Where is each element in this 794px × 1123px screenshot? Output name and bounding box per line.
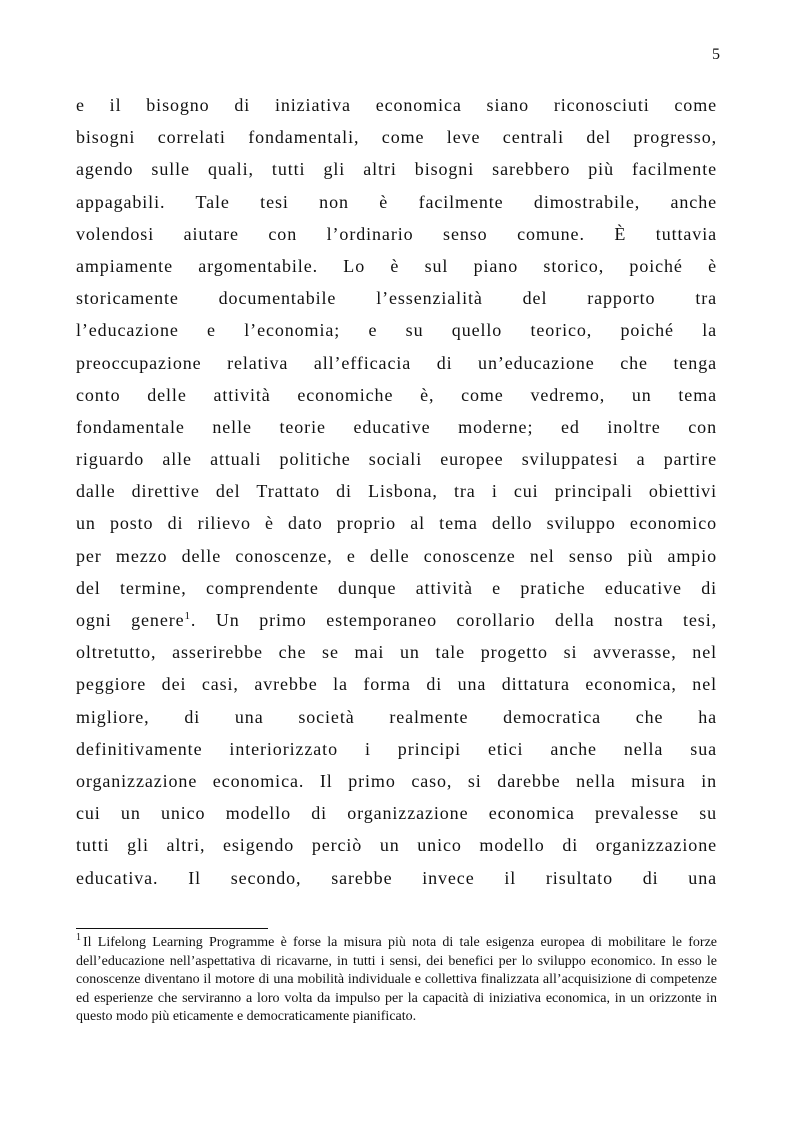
body-line: un posto di rilievo è dato proprio al tema dello sviluppo economico (76, 513, 717, 534)
body-line: conto delle attività economiche è, come vedremo, un tema (76, 384, 717, 405)
body-line-with-footnote-ref (76, 604, 717, 636)
page-number: 5 (712, 46, 720, 63)
body-line: ampiamente argomentabile. Lo è sul piano storico, poiché è (76, 255, 717, 276)
footnote (76, 934, 717, 1027)
body-line: agendo sulle quali, tutti gli altri bisogni sarebbero più facilmente (76, 159, 717, 180)
body-line: bisogni correlati fondamentali, come leve centrali del progresso, (76, 127, 717, 148)
body-line: storicamente documentabile l’essenzialità del rapporto tra (76, 288, 717, 309)
body-lines-group (76, 89, 717, 604)
footnote-separator (76, 928, 268, 929)
body-line: del termine, comprendente dunque attività e pratiche educative di (76, 577, 717, 598)
footnote-text: Il Lifelong Learning Programme è forse la misura più nota di tale esigenza europea di mobilitare le forze dell’educazione nell’aspettativa di ricavarne, in tutti i sensi, dei benefici per lo sviluppo economico. In esso le conoscenze diventano il motore di una mobilità individuale e collettiva finalizzata all’acquisizione di competenze ed esperienze che serviranno a loro volta da impulso per la capacità di iniziativa economica, in un orizzonte in questo modo più eticamente e democraticamente pianificato. (76, 935, 717, 1024)
body-line: appagabili. Tale tesi non è facilmente dimostrabile, anche (76, 191, 717, 212)
body-line: peggiore dei casi, avrebbe la forma di una dittatura economica, nel (76, 674, 717, 695)
body-text (76, 89, 717, 894)
footnote-reference[interactable]: 1 (184, 610, 191, 622)
body-lines-group (76, 636, 717, 894)
body-line: volendosi aiutare con l’ordinario senso comune. È tuttavia (76, 223, 717, 244)
body-line: e il bisogno di iniziativa economica siano riconosciuti come (76, 95, 717, 115)
body-line-text: ogni genere (76, 610, 185, 630)
body-line: migliore, di una società realmente democratica che ha (76, 706, 717, 727)
body-line: cui un unico modello di organizzazione economica prevalesse su (76, 803, 717, 824)
footnote-marker: 1 (76, 932, 81, 944)
body-line: tutti gli altri, esigendo perciò un unico modello di organizzazione (76, 835, 717, 856)
body-line: fondamentale nelle teorie educative moderne; ed inoltre con (76, 416, 717, 437)
body-line: l’educazione e l’economia; e su quello teorico, poiché la (76, 320, 717, 341)
body-line: riguardo alle attuali politiche sociali europee sviluppatesi a partire (76, 449, 717, 470)
body-line: educativa. Il secondo, sarebbe invece il risultato di una (76, 867, 717, 888)
body-line: dalle direttive del Trattato di Lisbona, tra i cui principali obiettivi (76, 481, 717, 502)
body-line: oltretutto, asserirebbe che se mai un tale progetto si avverasse, nel (76, 642, 717, 663)
body-line: definitivamente interiorizzato i principi etici anche nella sua (76, 738, 717, 759)
body-line: organizzazione economica. Il primo caso, si darebbe nella misura in (76, 770, 717, 791)
body-line: per mezzo delle conoscenze, e delle conoscenze nel senso più ampio (76, 545, 717, 566)
body-line-text: . Un primo estemporaneo corollario della nostra tesi, (190, 610, 717, 630)
body-line: preoccupazione relativa all’efficacia di un’educazione che tenga (76, 352, 717, 373)
